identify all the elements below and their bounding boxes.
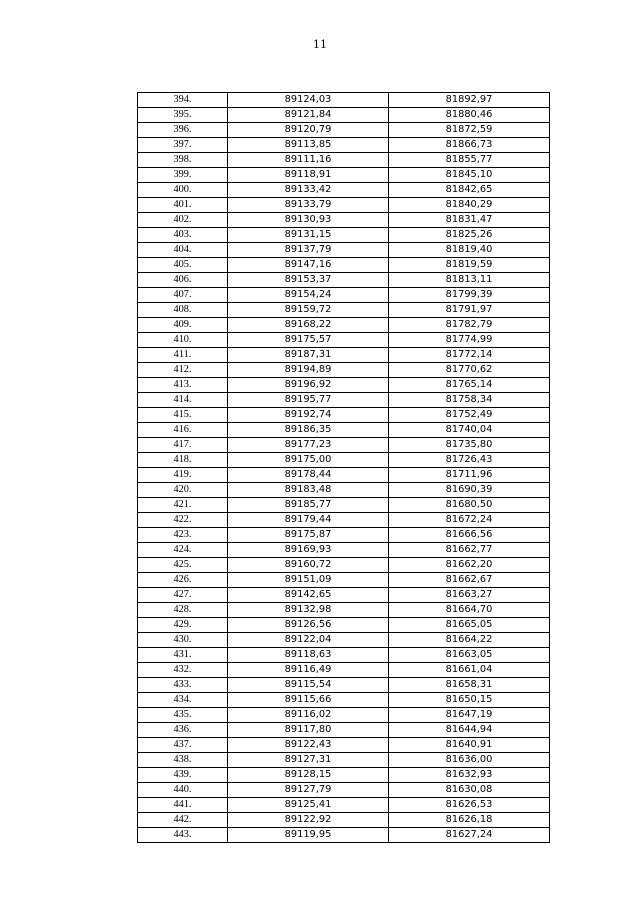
x-coordinate-cell: 89115,66 bbox=[228, 693, 389, 708]
x-coordinate-cell: 89133,42 bbox=[228, 183, 389, 198]
y-coordinate-cell: 81664,70 bbox=[389, 603, 550, 618]
x-coordinate-cell: 89169,93 bbox=[228, 543, 389, 558]
point-number-cell: 411. bbox=[138, 348, 228, 363]
y-coordinate-cell: 81644,94 bbox=[389, 723, 550, 738]
y-coordinate-cell: 81663,27 bbox=[389, 588, 550, 603]
table-row bbox=[138, 93, 550, 108]
point-number-cell: 429. bbox=[138, 618, 228, 633]
point-number-cell: 442. bbox=[138, 813, 228, 828]
x-coordinate-cell: 89118,91 bbox=[228, 168, 389, 183]
point-number-cell: 395. bbox=[138, 108, 228, 123]
table-row bbox=[138, 813, 550, 828]
x-coordinate-cell: 89133,79 bbox=[228, 198, 389, 213]
y-coordinate-cell: 81626,18 bbox=[389, 813, 550, 828]
table-row bbox=[138, 603, 550, 618]
x-coordinate-cell: 89113,85 bbox=[228, 138, 389, 153]
x-coordinate-cell: 89127,31 bbox=[228, 753, 389, 768]
y-coordinate-cell: 81772,14 bbox=[389, 348, 550, 363]
y-coordinate-cell: 81813,11 bbox=[389, 273, 550, 288]
point-number-cell: 430. bbox=[138, 633, 228, 648]
point-number-cell: 439. bbox=[138, 768, 228, 783]
table-row bbox=[138, 183, 550, 198]
x-coordinate-cell: 89186,35 bbox=[228, 423, 389, 438]
x-coordinate-cell: 89131,15 bbox=[228, 228, 389, 243]
table-row bbox=[138, 768, 550, 783]
point-number-cell: 405. bbox=[138, 258, 228, 273]
point-number-cell: 412. bbox=[138, 363, 228, 378]
y-coordinate-cell: 81672,24 bbox=[389, 513, 550, 528]
y-coordinate-cell: 81663,05 bbox=[389, 648, 550, 663]
table-row bbox=[138, 633, 550, 648]
x-coordinate-cell: 89121,84 bbox=[228, 108, 389, 123]
table-row bbox=[138, 318, 550, 333]
y-coordinate-cell: 81662,20 bbox=[389, 558, 550, 573]
coordinates-table bbox=[137, 92, 550, 843]
point-number-cell: 427. bbox=[138, 588, 228, 603]
table-row bbox=[138, 543, 550, 558]
point-number-cell: 433. bbox=[138, 678, 228, 693]
table-row bbox=[138, 363, 550, 378]
point-number-cell: 403. bbox=[138, 228, 228, 243]
y-coordinate-cell: 81632,93 bbox=[389, 768, 550, 783]
point-number-cell: 428. bbox=[138, 603, 228, 618]
x-coordinate-cell: 89151,09 bbox=[228, 573, 389, 588]
point-number-cell: 404. bbox=[138, 243, 228, 258]
x-coordinate-cell: 89111,16 bbox=[228, 153, 389, 168]
point-number-cell: 422. bbox=[138, 513, 228, 528]
y-coordinate-cell: 81647,19 bbox=[389, 708, 550, 723]
table-row bbox=[138, 828, 550, 843]
x-coordinate-cell: 89118,63 bbox=[228, 648, 389, 663]
y-coordinate-cell: 81661,04 bbox=[389, 663, 550, 678]
table-row bbox=[138, 243, 550, 258]
point-number-cell: 396. bbox=[138, 123, 228, 138]
x-coordinate-cell: 89127,79 bbox=[228, 783, 389, 798]
x-coordinate-cell: 89116,02 bbox=[228, 708, 389, 723]
y-coordinate-cell: 81658,31 bbox=[389, 678, 550, 693]
point-number-cell: 424. bbox=[138, 543, 228, 558]
y-coordinate-cell: 81892,97 bbox=[389, 93, 550, 108]
point-number-cell: 434. bbox=[138, 693, 228, 708]
table-row bbox=[138, 708, 550, 723]
y-coordinate-cell: 81765,14 bbox=[389, 378, 550, 393]
x-coordinate-cell: 89192,74 bbox=[228, 408, 389, 423]
point-number-cell: 406. bbox=[138, 273, 228, 288]
point-number-cell: 419. bbox=[138, 468, 228, 483]
y-coordinate-cell: 81840,29 bbox=[389, 198, 550, 213]
point-number-cell: 399. bbox=[138, 168, 228, 183]
x-coordinate-cell: 89124,03 bbox=[228, 93, 389, 108]
table-row bbox=[138, 738, 550, 753]
x-coordinate-cell: 89175,87 bbox=[228, 528, 389, 543]
table-row bbox=[138, 303, 550, 318]
y-coordinate-cell: 81774,99 bbox=[389, 333, 550, 348]
y-coordinate-cell: 81845,10 bbox=[389, 168, 550, 183]
y-coordinate-cell: 81855,77 bbox=[389, 153, 550, 168]
table-row bbox=[138, 288, 550, 303]
y-coordinate-cell: 81758,34 bbox=[389, 393, 550, 408]
x-coordinate-cell: 89177,23 bbox=[228, 438, 389, 453]
point-number-cell: 431. bbox=[138, 648, 228, 663]
y-coordinate-cell: 81825,26 bbox=[389, 228, 550, 243]
table-row bbox=[138, 228, 550, 243]
table-row bbox=[138, 573, 550, 588]
point-number-cell: 420. bbox=[138, 483, 228, 498]
x-coordinate-cell: 89126,56 bbox=[228, 618, 389, 633]
table-row bbox=[138, 348, 550, 363]
point-number-cell: 402. bbox=[138, 213, 228, 228]
y-coordinate-cell: 81880,46 bbox=[389, 108, 550, 123]
x-coordinate-cell: 89130,93 bbox=[228, 213, 389, 228]
y-coordinate-cell: 81740,04 bbox=[389, 423, 550, 438]
y-coordinate-cell: 81791,97 bbox=[389, 303, 550, 318]
x-coordinate-cell: 89142,65 bbox=[228, 588, 389, 603]
table-row bbox=[138, 423, 550, 438]
y-coordinate-cell: 81664,22 bbox=[389, 633, 550, 648]
x-coordinate-cell: 89120,79 bbox=[228, 123, 389, 138]
point-number-cell: 425. bbox=[138, 558, 228, 573]
table-row bbox=[138, 723, 550, 738]
y-coordinate-cell: 81636,00 bbox=[389, 753, 550, 768]
point-number-cell: 438. bbox=[138, 753, 228, 768]
table-row bbox=[138, 663, 550, 678]
y-coordinate-cell: 81726,43 bbox=[389, 453, 550, 468]
x-coordinate-cell: 89125,41 bbox=[228, 798, 389, 813]
point-number-cell: 435. bbox=[138, 708, 228, 723]
table-row bbox=[138, 498, 550, 513]
point-number-cell: 416. bbox=[138, 423, 228, 438]
table-row bbox=[138, 168, 550, 183]
y-coordinate-cell: 81630,08 bbox=[389, 783, 550, 798]
y-coordinate-cell: 81819,40 bbox=[389, 243, 550, 258]
x-coordinate-cell: 89168,22 bbox=[228, 318, 389, 333]
point-number-cell: 423. bbox=[138, 528, 228, 543]
point-number-cell: 413. bbox=[138, 378, 228, 393]
point-number-cell: 400. bbox=[138, 183, 228, 198]
table-row bbox=[138, 483, 550, 498]
table-row bbox=[138, 123, 550, 138]
x-coordinate-cell: 89122,92 bbox=[228, 813, 389, 828]
table-row bbox=[138, 258, 550, 273]
y-coordinate-cell: 81662,77 bbox=[389, 543, 550, 558]
x-coordinate-cell: 89122,43 bbox=[228, 738, 389, 753]
y-coordinate-cell: 81872,59 bbox=[389, 123, 550, 138]
table-row bbox=[138, 378, 550, 393]
point-number-cell: 414. bbox=[138, 393, 228, 408]
table-row bbox=[138, 213, 550, 228]
y-coordinate-cell: 81819,59 bbox=[389, 258, 550, 273]
point-number-cell: 408. bbox=[138, 303, 228, 318]
point-number-cell: 418. bbox=[138, 453, 228, 468]
point-number-cell: 415. bbox=[138, 408, 228, 423]
table-row bbox=[138, 468, 550, 483]
table-row bbox=[138, 138, 550, 153]
x-coordinate-cell: 89132,98 bbox=[228, 603, 389, 618]
x-coordinate-cell: 89187,31 bbox=[228, 348, 389, 363]
table-row bbox=[138, 528, 550, 543]
table-row bbox=[138, 513, 550, 528]
table-row bbox=[138, 783, 550, 798]
y-coordinate-cell: 81782,79 bbox=[389, 318, 550, 333]
x-coordinate-cell: 89178,44 bbox=[228, 468, 389, 483]
table-row bbox=[138, 453, 550, 468]
y-coordinate-cell: 81735,80 bbox=[389, 438, 550, 453]
y-coordinate-cell: 81666,56 bbox=[389, 528, 550, 543]
table-row bbox=[138, 678, 550, 693]
point-number-cell: 436. bbox=[138, 723, 228, 738]
table-row bbox=[138, 333, 550, 348]
x-coordinate-cell: 89160,72 bbox=[228, 558, 389, 573]
y-coordinate-cell: 81770,62 bbox=[389, 363, 550, 378]
y-coordinate-cell: 81626,53 bbox=[389, 798, 550, 813]
table-row bbox=[138, 588, 550, 603]
y-coordinate-cell: 81680,50 bbox=[389, 498, 550, 513]
table-row bbox=[138, 153, 550, 168]
y-coordinate-cell: 81752,49 bbox=[389, 408, 550, 423]
point-number-cell: 407. bbox=[138, 288, 228, 303]
x-coordinate-cell: 89122,04 bbox=[228, 633, 389, 648]
point-number-cell: 443. bbox=[138, 828, 228, 843]
x-coordinate-cell: 89195,77 bbox=[228, 393, 389, 408]
x-coordinate-cell: 89117,80 bbox=[228, 723, 389, 738]
x-coordinate-cell: 89115,54 bbox=[228, 678, 389, 693]
y-coordinate-cell: 81665,05 bbox=[389, 618, 550, 633]
x-coordinate-cell: 89175,00 bbox=[228, 453, 389, 468]
x-coordinate-cell: 89175,57 bbox=[228, 333, 389, 348]
table-row bbox=[138, 753, 550, 768]
y-coordinate-cell: 81662,67 bbox=[389, 573, 550, 588]
y-coordinate-cell: 81799,39 bbox=[389, 288, 550, 303]
point-number-cell: 441. bbox=[138, 798, 228, 813]
table-row bbox=[138, 648, 550, 663]
x-coordinate-cell: 89183,48 bbox=[228, 483, 389, 498]
x-coordinate-cell: 89116,49 bbox=[228, 663, 389, 678]
point-number-cell: 398. bbox=[138, 153, 228, 168]
table-row bbox=[138, 693, 550, 708]
x-coordinate-cell: 89154,24 bbox=[228, 288, 389, 303]
x-coordinate-cell: 89147,16 bbox=[228, 258, 389, 273]
y-coordinate-cell: 81842,65 bbox=[389, 183, 550, 198]
x-coordinate-cell: 89119,95 bbox=[228, 828, 389, 843]
x-coordinate-cell: 89137,79 bbox=[228, 243, 389, 258]
x-coordinate-cell: 89128,15 bbox=[228, 768, 389, 783]
x-coordinate-cell: 89153,37 bbox=[228, 273, 389, 288]
table-row bbox=[138, 618, 550, 633]
point-number-cell: 432. bbox=[138, 663, 228, 678]
y-coordinate-cell: 81711,96 bbox=[389, 468, 550, 483]
x-coordinate-cell: 89179,44 bbox=[228, 513, 389, 528]
point-number-cell: 437. bbox=[138, 738, 228, 753]
point-number-cell: 410. bbox=[138, 333, 228, 348]
point-number-cell: 397. bbox=[138, 138, 228, 153]
coordinates-table-body bbox=[138, 93, 550, 843]
x-coordinate-cell: 89159,72 bbox=[228, 303, 389, 318]
table-row bbox=[138, 408, 550, 423]
y-coordinate-cell: 81831,47 bbox=[389, 213, 550, 228]
table-row bbox=[138, 198, 550, 213]
point-number-cell: 401. bbox=[138, 198, 228, 213]
table-row bbox=[138, 798, 550, 813]
y-coordinate-cell: 81866,73 bbox=[389, 138, 550, 153]
table-row bbox=[138, 393, 550, 408]
point-number-cell: 409. bbox=[138, 318, 228, 333]
y-coordinate-cell: 81640,91 bbox=[389, 738, 550, 753]
x-coordinate-cell: 89196,92 bbox=[228, 378, 389, 393]
point-number-cell: 394. bbox=[138, 93, 228, 108]
table-row bbox=[138, 558, 550, 573]
point-number-cell: 440. bbox=[138, 783, 228, 798]
table-row bbox=[138, 108, 550, 123]
point-number-cell: 417. bbox=[138, 438, 228, 453]
point-number-cell: 426. bbox=[138, 573, 228, 588]
y-coordinate-cell: 81627,24 bbox=[389, 828, 550, 843]
page-number: 11 bbox=[313, 38, 327, 51]
point-number-cell: 421. bbox=[138, 498, 228, 513]
x-coordinate-cell: 89185,77 bbox=[228, 498, 389, 513]
y-coordinate-cell: 81690,39 bbox=[389, 483, 550, 498]
table-row bbox=[138, 273, 550, 288]
y-coordinate-cell: 81650,15 bbox=[389, 693, 550, 708]
table-row bbox=[138, 438, 550, 453]
x-coordinate-cell: 89194,89 bbox=[228, 363, 389, 378]
